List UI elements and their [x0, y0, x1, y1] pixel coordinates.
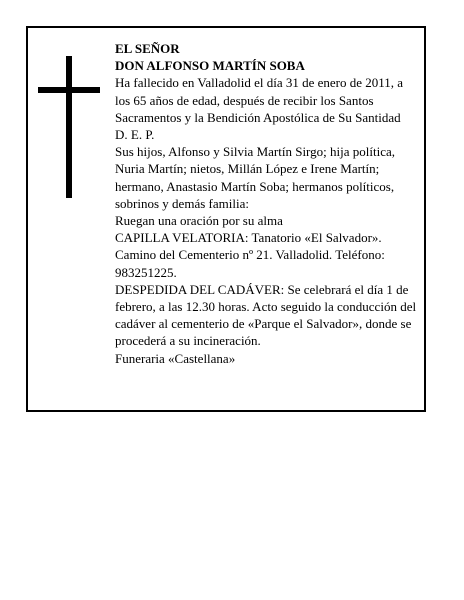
dep-line: D. E. P.	[115, 127, 155, 143]
prayer-request: Ruegan una oración por su alma	[115, 213, 283, 229]
deceased-name: DON ALFONSO MARTÍN SOBA	[115, 58, 305, 74]
funeral-home: Funeraria «Castellana»	[115, 350, 236, 366]
notice-title: EL SEÑOR	[115, 41, 180, 56]
obituary-notice	[26, 26, 426, 412]
farewell-info: DESPEDIDA DEL CADÁVER: Se celebrará el día 1 de febrero, a las 12.30 horas. Acto seguido la conducción del cadáver al cementerio de «Parque el Salvador», donde se procederá a su incineración.	[115, 281, 417, 349]
wake-info: CAPILLA VELATORIA: Tanatorio «El Salvador». Camino del Cementerio nº 21. Valladolid. Teléfono: 983251225.	[115, 230, 385, 280]
notice-text	[115, 40, 420, 367]
latin-cross-icon	[38, 56, 100, 198]
cross-vertical-bar	[66, 56, 72, 198]
family-list: Sus hijos, Alfonso y Silvia Martín Sirgo; hija política, Nuria Martín; nietos, Millán López e Irene Martín; hermano, Anastasio Martín Soba; hermanos políticos, sobrinos y demás familia:	[115, 144, 395, 211]
cross-horizontal-bar	[38, 87, 100, 93]
death-announcement: Ha fallecido en Valladolid el día 31 de enero de 2011, a los 65 años de edad, después de recibir los Santos Sacramentos y la Bendición Apostólica de Su Santidad	[115, 75, 404, 125]
